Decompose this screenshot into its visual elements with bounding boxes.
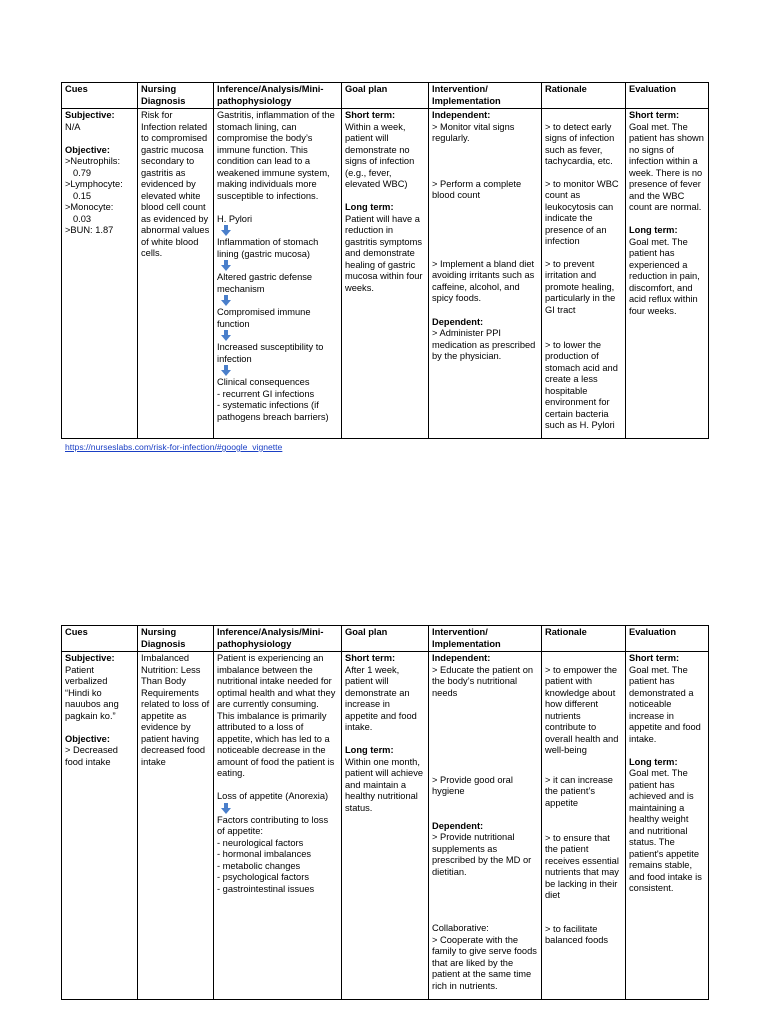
nursing-diagnosis-cell: Imbalanced Nutrition: Less Than Body Requirements related to loss of appetite as evidence by patient having decreased food intake	[138, 652, 214, 1000]
header-intervention: Intervention/ Implementation	[429, 626, 542, 652]
down-arrow-icon	[217, 365, 338, 377]
down-arrow-icon	[217, 803, 338, 815]
short-term-goal: Within a week, patient will demonstrate no signs of infection (e.g., fever, elevated WBC)	[345, 121, 415, 189]
header-nursing-diagnosis: Nursing Diagnosis	[138, 83, 214, 109]
goal-plan-cell	[342, 109, 429, 439]
care-plan-table-2	[61, 625, 709, 1000]
lab-name: >Lymphocyte:	[65, 179, 123, 189]
patho-step: Compromised immune function	[217, 307, 311, 329]
rationale-item: > to detect early signs of infection such as fever, tachycardia, etc.	[545, 121, 615, 166]
lab-name: >Monocyte:	[65, 202, 114, 212]
lab-value: 0.03	[73, 213, 92, 224]
nursing-diagnosis-cell: Risk for Infection related to compromised gastric mucosa secondary to gastritis as evidenced by elevated white blood cell count as evidenced by abnormal values of white blood cells.	[138, 109, 214, 439]
header-rationale: Rationale	[542, 83, 626, 109]
cues-cell	[62, 109, 138, 439]
patho-step: Altered gastric defense mechanism	[217, 272, 313, 294]
intervention-item: > Administer PPI medication as prescribed by the physician.	[432, 328, 536, 361]
short-term-label: Short term:	[345, 110, 396, 120]
long-term-evaluation: Goal met. The patient has achieved and is maintaining a healthy weight and nutritional status. The patient's appetite remains stable, and food intake is consistent.	[629, 768, 702, 893]
header-goal-plan: Goal plan	[342, 626, 429, 652]
factor-item: - hormonal imbalances	[217, 849, 312, 859]
collaborative-label: Collaborative:	[432, 923, 489, 933]
intervention-item: > Implement a bland diet avoiding irritants such as caffeine, alcohol, and spicy foods.	[432, 258, 535, 303]
subjective-text: Patient verbalized “Hindi ko nauubos ang pagkain ko.”	[65, 664, 119, 721]
inference-cause: Loss of appetite (Anorexia)	[217, 791, 329, 801]
rationale-item: > to monitor WBC count as leukocytosis can indicate the presence of an infection	[545, 178, 619, 246]
short-term-label: Short term:	[629, 653, 680, 663]
factors-title: Factors contributing to loss of appetite:	[217, 814, 329, 836]
intervention-item: > Provide nutritional supplements as prescribed by the MD or dietitian.	[432, 832, 532, 877]
header-cues: Cues	[62, 83, 138, 109]
header-intervention: Intervention/ Implementation	[429, 83, 542, 109]
factor-item: - gastrointestinal issues	[217, 883, 315, 894]
lab-value: 0.15	[73, 190, 92, 201]
subjective-text: N/A	[65, 121, 81, 132]
source-link[interactable]: https://nurseslabs.com/risk-for-infection/#google_vignette	[65, 442, 283, 452]
intervention-item: > Educate the patient on the body’s nutritional needs	[432, 664, 534, 698]
down-arrow-icon	[217, 260, 338, 272]
header-inference: Inference/Analysis/Mini-pathophysiology	[214, 626, 342, 652]
lab-name: >Neutrophils:	[65, 156, 121, 166]
inference-intro: Gastritis, inflammation of the stomach lining, can compromise the body’s immune function. This condition can lead to a weakened immune system, making individuals more susceptible to infections.	[217, 110, 335, 201]
subjective-label: Subjective:	[65, 653, 115, 663]
factor-item: - psychological factors	[217, 872, 309, 882]
lab-bun: >BUN: 1.87	[65, 225, 114, 235]
short-term-evaluation: Goal met. The patient has shown no signs of infection within a week. There is no presence of fever and the WBC count are normal.	[629, 121, 704, 212]
consequence-item: - systematic infections (if pathogens breach barriers)	[217, 400, 329, 422]
header-rationale: Rationale	[542, 626, 626, 652]
long-term-goal: Patient will have a reduction in gastritis symptoms and demonstrate healing of gastric mucosa within four weeks.	[345, 213, 423, 293]
short-term-label: Short term:	[345, 653, 396, 663]
header-goal-plan: Goal plan	[342, 83, 429, 109]
inference-cause: H. Pylori	[217, 213, 253, 224]
factor-item: - neurological factors	[217, 837, 304, 848]
rationale-item: > to prevent irritation and promote healing, particularly in the GI tract	[545, 258, 616, 315]
intervention-cell	[429, 652, 542, 1000]
objective-label: Objective:	[65, 733, 110, 744]
table-row	[62, 652, 709, 1000]
lab-value: 0.79	[73, 167, 92, 178]
inference-cell	[214, 652, 342, 1000]
long-term-label: Long term:	[629, 756, 678, 767]
header-nursing-diagnosis: Nursing Diagnosis	[138, 626, 214, 652]
goal-plan-cell	[342, 652, 429, 1000]
inference-intro: Patient is experiencing an imbalance between the nutritional intake needed for optimal health and what they are currently consuming. This imbalance is primarily attributed to a loss of appetite, which has led to a noticeable decrease in the amount of food the patient is eating.	[217, 653, 336, 778]
long-term-label: Long term:	[345, 202, 394, 212]
rationale-item: > it can increase the patient’s appetite	[545, 774, 613, 808]
evaluation-cell	[626, 109, 709, 439]
long-term-evaluation: Goal met. The patient has experienced a reduction in pain, discomfort, and acid reflux within four weeks.	[629, 236, 700, 316]
intervention-item: > Cooperate with the family to give serve foods that are liked by the patient at the same time rich in nutrients.	[432, 934, 537, 991]
objective-text: > Decreased food intake	[65, 745, 118, 767]
header-evaluation: Evaluation	[626, 626, 709, 652]
objective-label: Objective:	[65, 144, 110, 155]
intervention-item: > Monitor vital signs regularly.	[432, 121, 515, 143]
intervention-item: > Perform a complete blood count	[432, 178, 522, 200]
header-evaluation: Evaluation	[626, 83, 709, 109]
rationale-item: > to ensure that the patient receives essential nutrients that may be lacking in their diet	[545, 832, 619, 900]
inference-cell	[214, 109, 342, 439]
rationale-item: > to lower the production of stomach acid and create a less hospitable environment for certain bacteria such as H. Pylori	[545, 339, 618, 430]
long-term-label: Long term:	[629, 225, 678, 235]
patho-step: Inflammation of stomach lining (gastric mucosa)	[217, 237, 319, 259]
down-arrow-icon	[217, 225, 338, 237]
independent-label: Independent:	[432, 653, 491, 663]
cues-cell	[62, 652, 138, 1000]
care-plan-table-1	[61, 82, 709, 439]
intervention-cell	[429, 109, 542, 439]
long-term-goal: Within one month, patient will achieve and maintain a healthy nutritional status.	[345, 756, 424, 813]
rationale-item: > to facilitate balanced foods	[545, 923, 609, 945]
long-term-label: Long term:	[345, 745, 394, 755]
rationale-cell	[542, 109, 626, 439]
down-arrow-icon	[217, 330, 338, 342]
independent-label: Independent:	[432, 110, 491, 120]
short-term-label: Short term:	[629, 110, 680, 120]
dependent-label: Dependent:	[432, 316, 484, 327]
patho-step: Increased susceptibility to infection	[217, 342, 324, 364]
dependent-label: Dependent:	[432, 820, 484, 831]
consequence-item: - recurrent GI infections	[217, 388, 315, 399]
subjective-label: Subjective:	[65, 110, 115, 120]
factor-item: - metabolic changes	[217, 860, 301, 871]
short-term-evaluation: Goal met. The patient has demonstrated a noticeable increase in appetite and food intake.	[629, 664, 701, 744]
rationale-item: > to empower the patient with knowledge about how different nutrients contribute to overall health and well-being	[545, 664, 619, 755]
rationale-cell	[542, 652, 626, 1000]
header-cues: Cues	[62, 626, 138, 652]
evaluation-cell	[626, 652, 709, 1000]
down-arrow-icon	[217, 295, 338, 307]
header-row	[62, 626, 709, 652]
header-row	[62, 83, 709, 109]
header-inference: Inference/Analysis/Mini-pathophysiology	[214, 83, 342, 109]
short-term-goal: After 1 week, patient will demonstrate an increase in appetite and food intake.	[345, 664, 417, 732]
intervention-item: > Provide good oral hygiene	[432, 774, 513, 796]
table-row	[62, 109, 709, 439]
consequences-title: Clinical consequences	[217, 377, 310, 387]
